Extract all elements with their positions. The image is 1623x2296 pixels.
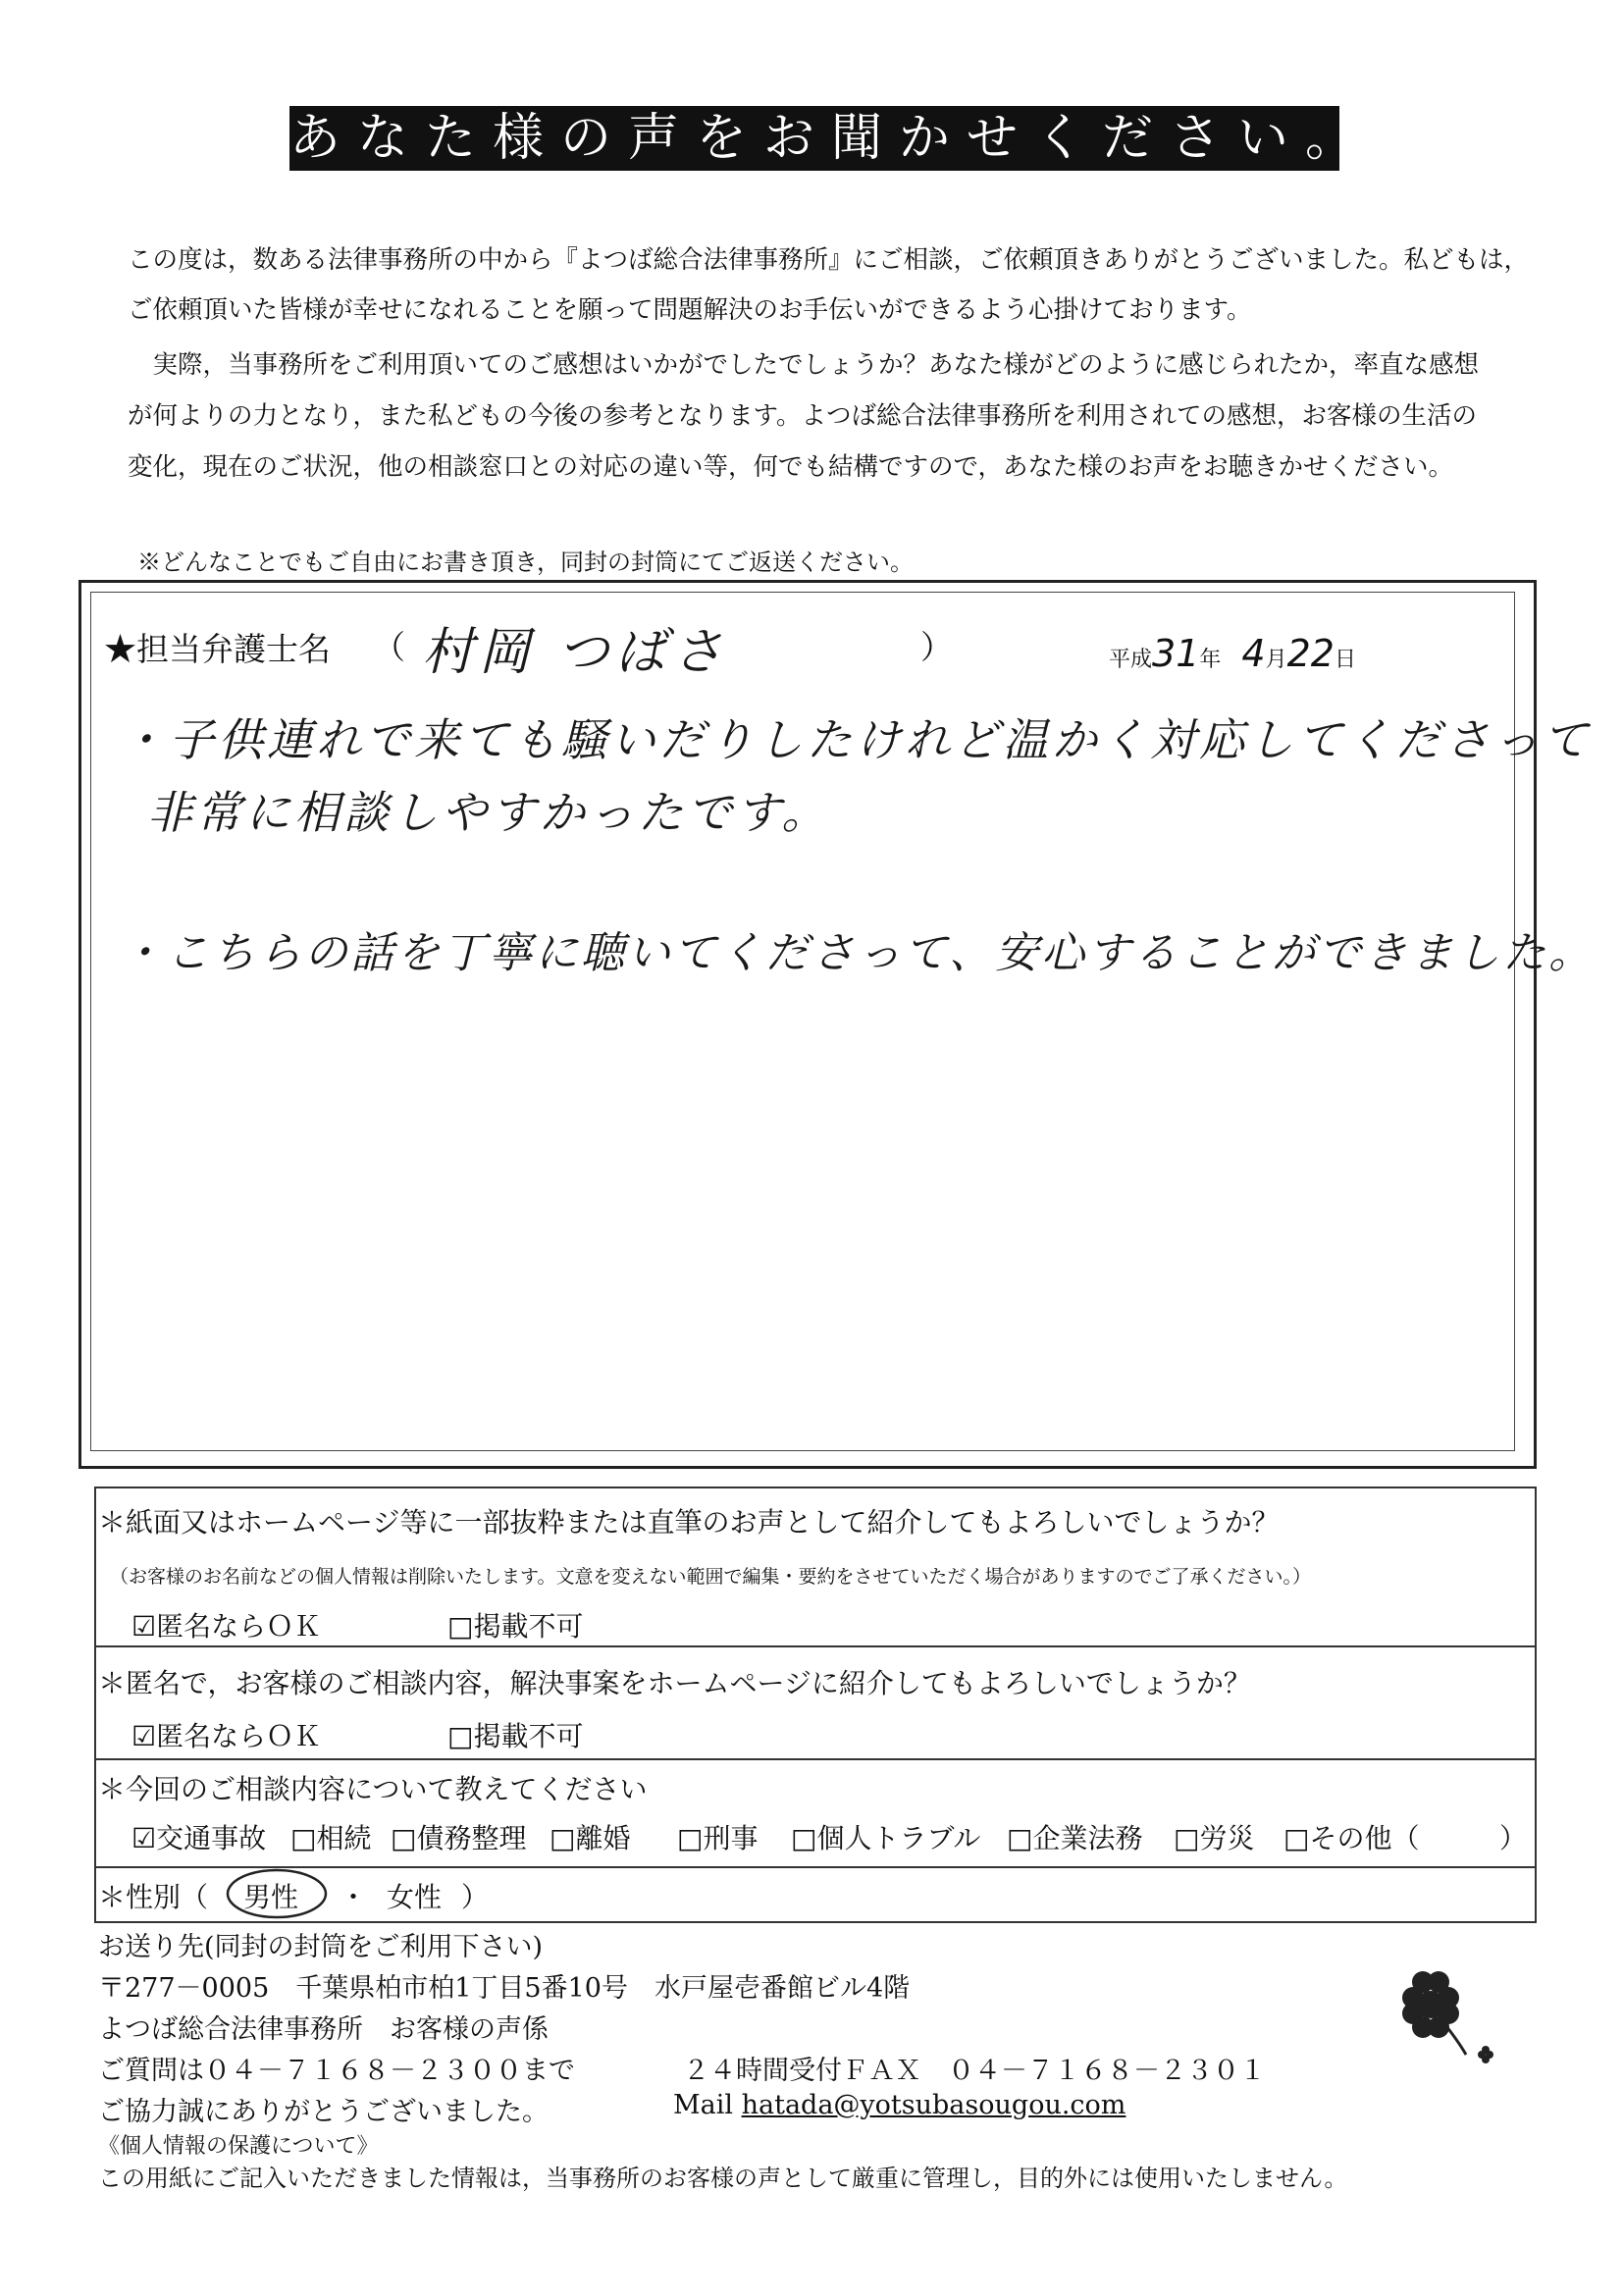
date-field [1109, 632, 1356, 675]
q1-note: （お客様のお名前などの個人情報は削除いたします。文意を変えない範囲で編集・要約をさせていただく場合がありますのでご了承ください。） [110, 1566, 1311, 1588]
footer-send-to: お送り先(同封の封筒をご利用下さい) [98, 1932, 544, 1962]
intro-line-1: この度は，数ある法律事務所の中から『よつば総合法律事務所』にご相談，ご依頼頂きありがとうございました。私どもは， [128, 245, 1530, 275]
intro-line-2: ご依頼頂いた皆様が幸せになれることを願って問題解決のお手伝いができるよう心掛けております。 [128, 295, 1252, 325]
q3-option-other[interactable]: □その他（ [1283, 1822, 1420, 1854]
footer-fax: ２４時間受付ＦＡＸ ０４－７１６８－２３０１ [683, 2056, 1266, 2086]
q4-separator: ・ [340, 1881, 368, 1913]
q4-label: ＊性別（ [98, 1881, 209, 1913]
q2-option-no-publish[interactable]: □掲載不可 [447, 1720, 584, 1752]
q3-option-corporate[interactable]: □企業法務 [1007, 1822, 1143, 1854]
footer-thanks: ご協力誠にありがとうございました。 [98, 2097, 549, 2127]
footer-address: 〒277－0005 千葉県柏市柏1丁目5番10号 水戸屋壱番館ビル4階 [98, 1973, 911, 2004]
date-era: 平成 [1109, 648, 1153, 672]
date-month: 4 [1241, 632, 1266, 675]
q1-text: ＊紙面又はホームページ等に一部抜粋または直筆のお声として紹介してもよろしいでしょうか？ [98, 1506, 1280, 1539]
date-month-unit: 月 [1265, 648, 1287, 672]
intro-line-4: が何よりの力となり，また私どもの今後の参考となります。よつば総合法律事務所を利用されての感想，お客様の生活の [128, 401, 1477, 431]
footer-office: よつば総合法律事務所 お客様の声係 [98, 2014, 549, 2045]
lawyer-label: ★担当弁護士名 [104, 630, 331, 668]
q2-text: ＊匿名で，お客様のご相談内容，解決事案をホームページに紹介してもよろしいでしょうか？ [98, 1667, 1251, 1699]
date-year-unit: 年 [1199, 648, 1222, 672]
q1-option-no-publish[interactable]: □掲載不可 [447, 1610, 584, 1643]
date-day: 22 [1286, 632, 1335, 675]
q3-option-debt[interactable]: □債務整理 [391, 1822, 527, 1854]
footer-mail [673, 2090, 1126, 2120]
page-title: あなた様の声をお聞かせください。 [289, 106, 1339, 171]
comment-line-1: ・子供連れで来ても騒いだりしたけれど温かく対応してくださって [120, 713, 1592, 766]
q3-option-other-close: ） [1499, 1822, 1528, 1854]
date-year: 31 [1152, 632, 1200, 675]
q3-option-personal-trouble[interactable]: □個人トラブル [791, 1822, 981, 1854]
footer-privacy-heading: 《個人情報の保護について》 [98, 2134, 379, 2159]
footer-email-link[interactable]: hatada@yotsubasougou.com [741, 2090, 1126, 2120]
q4-option-female[interactable]: 女性 [387, 1881, 443, 1913]
intro-line-5: 変化，現在のご状況，他の相談窓口との対応の違い等，何でも結構ですので，あなた様のお声をお聴きかせください。 [128, 452, 1453, 482]
intro-line-3: 実際，当事務所をご利用頂いてのご感想はいかがでしたでしょうか？あなた様がどのように感じられたか，率直な感想 [128, 350, 1480, 380]
q3-text: ＊今回のご相談内容について教えてください [98, 1773, 648, 1805]
comment-line-3: ・こちらの話を丁寧に聴いてくださって、安心することができました。 [120, 928, 1596, 978]
male-circle-mark [224, 1864, 332, 1923]
lawyer-paren-open: （ [373, 628, 405, 666]
lawyer-paren-close: ） [920, 628, 953, 666]
clover-icon [1391, 1960, 1509, 2078]
comment-line-2: 非常に相談しやすかったです。 [147, 786, 831, 839]
footer-mail-label: Mail [673, 2090, 742, 2120]
q2-option-anonymous-ok[interactable]: ☑匿名ならＯＫ [131, 1720, 322, 1752]
q3-option-divorce[interactable]: □離婚 [550, 1822, 631, 1854]
footer-privacy-text: この用紙にご記入いただきました情報は，当事務所のお客様の声として厳重に管理し，目的外には使用いたしません。 [98, 2165, 1348, 2192]
q3-option-traffic[interactable]: ☑交通事故 [131, 1822, 267, 1854]
footer-phone: ご質問は０４－７１６８－２３００まで [98, 2056, 575, 2086]
lawyer-name-handwritten: 村岡 つばさ [422, 623, 729, 682]
q3-option-criminal[interactable]: □刑事 [677, 1822, 759, 1854]
date-day-unit: 日 [1334, 648, 1356, 672]
q1-option-anonymous-ok[interactable]: ☑匿名ならＯＫ [131, 1610, 322, 1643]
q4-close: ） [461, 1881, 490, 1913]
q3-option-workplace-injury[interactable]: □労災 [1174, 1822, 1255, 1854]
q4-option-male[interactable]: 男性 [243, 1881, 299, 1913]
q3-option-inheritance[interactable]: □相続 [290, 1822, 372, 1854]
return-note: ※どんなことでもご自由にお書き頂き，同封の封筒にてご返送ください。 [137, 548, 915, 576]
